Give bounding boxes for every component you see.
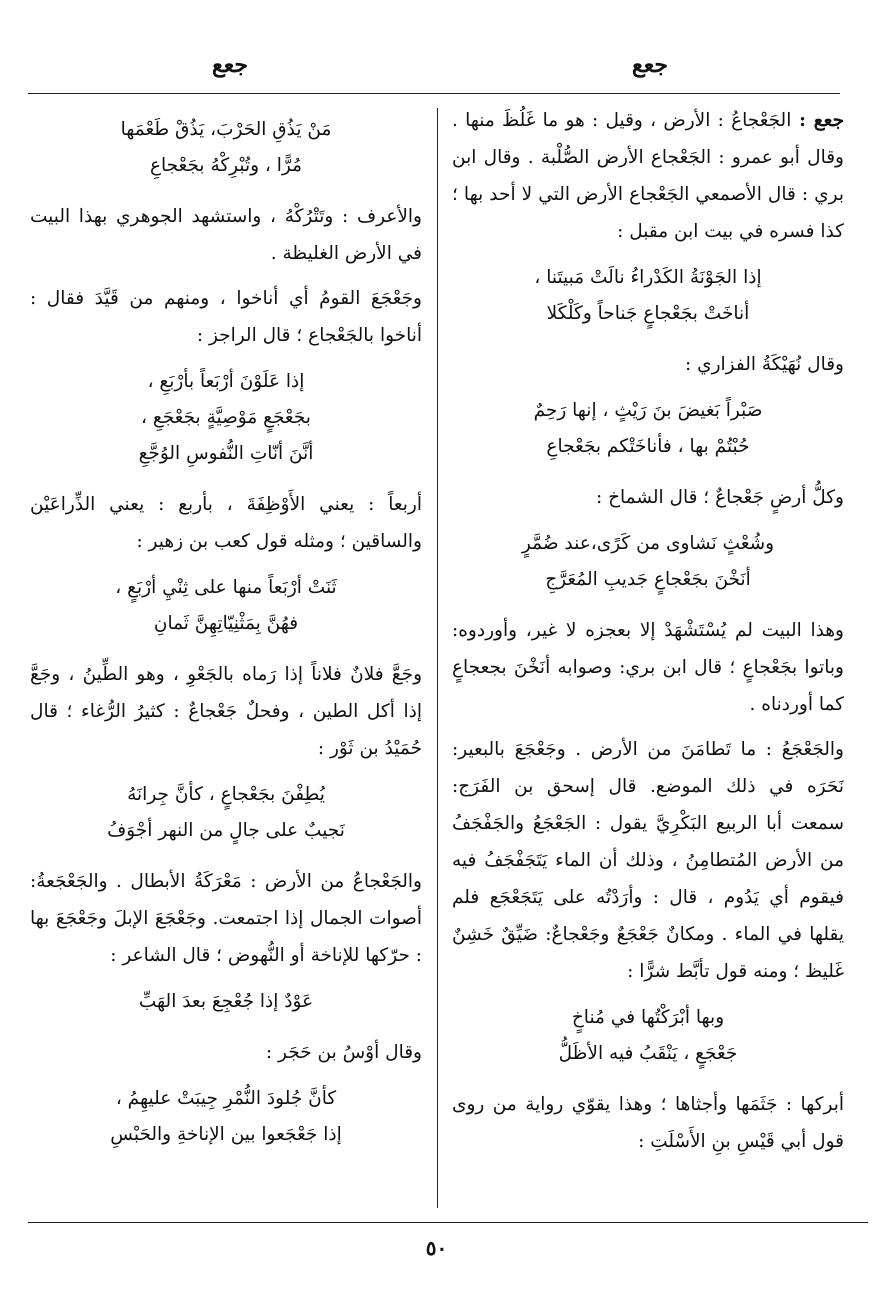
verse-line: نَجيبٌ على جالٍ من النهر أجْوَفُ: [107, 820, 345, 841]
paragraph-text: وهذا البيت لم يُسْتَشْهَدْ إلا بعجزه لا غير، وأوردوه: وباتوا بجَعْجاعٍ ؛ قال ابن بري: وصوابه أنَخْنَ بجعجاعٍ كما أوردناه .: [452, 620, 844, 715]
paragraph: [452, 731, 844, 990]
paragraph-text: وكلُّ أرضٍ جَعْجاعٌ ؛ قال الشماخ :: [595, 487, 844, 508]
verse-line: جَعْجَعٍ ، يَنْقَبُ فيه الأظَلُّ: [558, 1043, 738, 1064]
paragraph-text: أربعاً : يعني الأَوْظِفَةَ ، بأربع : يعني الذِّراعَيْن والساقين ؛ ومثله قول كعب بن زهير :: [30, 494, 422, 552]
verse-line: يُطِفْنَ بجَعْجاعٍ ، كأنَّ جِرانَهُ: [127, 784, 325, 805]
verse-line: حُبْتُمْ بها ، فأناخَتْكم بجَعْجاعِ: [546, 436, 750, 457]
verse: [30, 777, 422, 849]
paragraph: [30, 656, 422, 767]
verse: [30, 364, 422, 472]
paragraph: [452, 102, 844, 250]
paragraph: [452, 346, 844, 383]
verse-line: بجَعْجَعٍ مَوْصِيَّةٍ بجَعْجَعِ ،: [141, 407, 311, 428]
column-divider: [437, 108, 438, 1208]
verse: [30, 570, 422, 642]
verse-line: وبها أبْرَكْتُها في مُناخٍ: [571, 1007, 725, 1028]
page-number: ٥٠: [425, 1236, 448, 1260]
paragraph-text: وقال نُهَيْكَةُ الفزاري :: [684, 354, 844, 375]
verse-line: صَبْراً بَغيضَ بنَ رَيْثٍ ، إنها رَحِمٌ: [533, 400, 763, 421]
verse: [452, 1000, 844, 1072]
paragraph-text: وقال أوْسُ بن حَجَر :: [265, 1042, 422, 1063]
verse: [452, 393, 844, 465]
verse-line: ثَنَتْ أرْبَعاً منها على ثِنْيِ أرْبَعٍ ،: [115, 577, 337, 598]
paragraph: [30, 198, 422, 272]
verse: [452, 260, 844, 332]
paragraph: [452, 612, 844, 723]
paragraph-text: أبركها : جَثَمَها وأجثاها ؛ وهذا يقوّي رواية من روى قول أبي قَيْسِ بنِ الأَسْلَتِ :: [452, 1094, 844, 1152]
right-column: [452, 102, 844, 1168]
verse-line: فهُنَّ بِمَثْنِيّاتِهِنَّ ثَمانِ: [153, 613, 299, 634]
bottom-rule: [28, 1222, 868, 1223]
paragraph: [452, 1086, 844, 1160]
right-column-header: جعع: [632, 52, 668, 78]
entry-headword: جعع :: [791, 110, 845, 131]
paragraph: [30, 486, 422, 560]
top-rule: [28, 93, 840, 94]
verse-line: كأنَّ جُلودَ النُّمْرِ جِيبَتْ عليهِمُ ،: [115, 1088, 337, 1109]
paragraph-text: وجَعْجَعَ القومُ أي أناخوا ، ومنهم من قَيَّدَ فقال : أناخوا بالجَعْجاع ؛ قال الراجز :: [30, 288, 422, 346]
verse: [30, 1081, 422, 1153]
paragraph: [452, 479, 844, 516]
verse-line: إذا الجَوْنَةُ الكَدْراءُ نالَتْ مَبيتَنا ،: [534, 267, 762, 288]
paragraph: [30, 280, 422, 354]
verse: [30, 112, 422, 184]
left-column-header: جعع: [212, 52, 248, 78]
verse-line: مُرًّا ، وتُبْرِكْهُ بجَعْجاعِ: [149, 155, 303, 176]
paragraph: [30, 1034, 422, 1071]
verse-line: أنَّنَ أنّاتِ النُّفوسِ الوُجَّعِ: [138, 443, 314, 464]
verse-line: وشُعْثٍ نَشاوى من كَرًى،عند ضُمَّرٍ: [521, 533, 775, 554]
verse-line: عَوْدٌ إذا جُعْجِعَ بعدَ الهَبِّ: [138, 991, 314, 1012]
paragraph-text: الجَعْجاعُ : الأرض ، وقيل : هو ما غَلُظَ منها . وقال أبو عمرو : الجَعْجاع الأرض الصُّلْبة . وقال ابن بري : قال الأصمعي الجَعْجاع الأرض التي لا أحد بها ؛ كذا فسره في بيت ابن مقبل :: [452, 110, 844, 242]
verse-line: إذا عَلَوْنَ أرْبَعاً بأرْبَعِ ،: [147, 371, 305, 392]
paragraph-text: والجَعْجاعُ من الأرض : مَعْرَكَةُ الأبطال . والجَعْجَعةُ: أصوات الجمال إذا اجتمعت. وجَعْجَعَ الإبلَ وجَعْجَعَ بها : حرّكها للإناخة أو النُّهوض ؛ قال الشاعر :: [30, 871, 422, 966]
paragraph-text: وجَعَّ فلانٌ فلاناً إذا رَماه بالجَعْوِ ، وهو الطِّينُ ، وجَعَّ إذا أكل الطين ، وفحلٌ جَعْجاعٌ : كثيرُ الرُّغاء ؛ قال حُمَيْدُ بن ثَوْر :: [30, 664, 422, 759]
verse-line: إذا جَعْجَعوا بين الإناخةِ والحَبْسِ: [110, 1124, 342, 1145]
verse-line: أناخَتْ بجَعْجاعٍ جَناحاً وكَلْكَلا: [546, 303, 750, 324]
verse-line: مَنْ يَذُقِ الحَرْبَ، يَذُقْ طَعْمَها: [120, 119, 332, 140]
verse: [452, 526, 844, 598]
verse: [30, 984, 422, 1020]
left-column: [30, 102, 422, 1167]
paragraph-text: والأعرف : وتَتْرُكْهُ ، واستشهد الجوهري بهذا البيت في الأرض الغليظة .: [30, 206, 422, 264]
verse-line: أنَخْنَ بجَعْجاعٍ جَديبِ المُعَرَّجِ: [545, 569, 751, 590]
paragraph-text: والجَعْجَعُ : ما تَطامَنَ من الأرض . وجَعْجَعَ بالبعير: نَحَرَه في ذلك الموضع. قال إسحق بن الفَرَج: سمعت أبا الربيع البَكْرِيَّ يقول : الجَعْجَعُ والجَفْجَفُ من الأرض المُتطامِنُ ، وذلك أن الماء يَتَجَفْجَفُ فيه فيقوم أي يَدُوم ، قال : وأرَدْتُه على يَتَجَعْجَع فلم يقلها في الماء . ومكانٌ جَعْجَعٌ وجَعْجاعٌ: ضَيِّقٌ خَشِنٌ غَليظ ؛ ومنه قول تأبَّط شرًّا :: [452, 739, 844, 982]
paragraph: [30, 863, 422, 974]
